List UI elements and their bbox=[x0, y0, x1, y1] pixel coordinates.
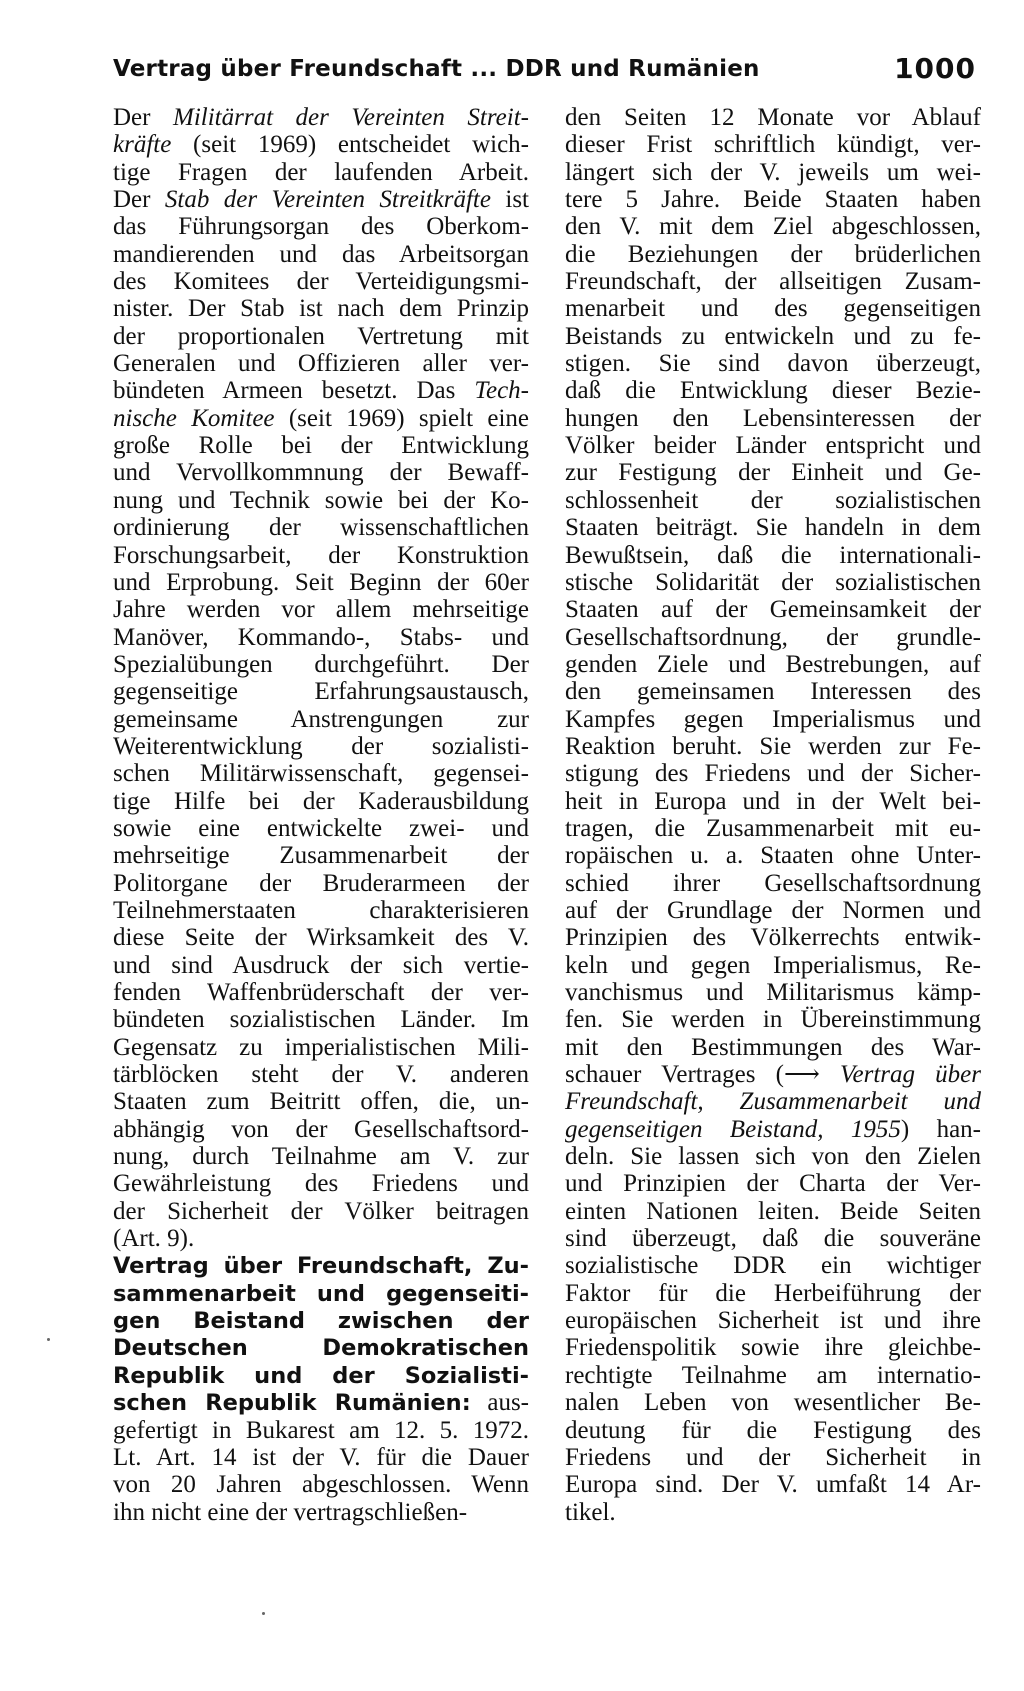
text-line bbox=[113, 1116, 529, 1143]
text-run: (Art. 9). bbox=[113, 1225, 195, 1253]
text-run: Prinzipien des Völkerrechts entwik- bbox=[565, 924, 981, 952]
text-line bbox=[565, 1198, 981, 1225]
text-run: bündeten Armeen besetzt. Das bbox=[113, 377, 475, 405]
text-line bbox=[113, 1225, 529, 1252]
entry-continuation-paragraph bbox=[565, 104, 981, 1526]
text-line bbox=[565, 651, 981, 678]
text-line bbox=[113, 1170, 529, 1197]
text-line bbox=[565, 733, 981, 760]
text-run: stigung des Friedens und der Sicher- bbox=[565, 760, 981, 788]
text-run: den V. mit dem Ziel abgeschlossen, bbox=[565, 213, 981, 241]
text-line bbox=[113, 487, 529, 514]
text-run: der proportionalen Vertretung mit bbox=[113, 322, 529, 350]
text-run: der Sicherheit der Völker beitragen bbox=[113, 1197, 529, 1225]
text-run: Tech- bbox=[474, 377, 529, 405]
text-line bbox=[565, 1362, 981, 1389]
text-line bbox=[113, 952, 529, 979]
text-line bbox=[565, 268, 981, 295]
text-run: und Vervollkommnung der Bewaff- bbox=[113, 459, 529, 487]
text-run: ropäischen u. a. Staaten ohne Unter- bbox=[565, 842, 981, 870]
text-run: und Prinzipien der Charta der Ver- bbox=[565, 1170, 981, 1198]
text-run: Reaktion beruht. Sie werden zur Fe- bbox=[565, 732, 981, 760]
text-line bbox=[113, 377, 529, 404]
text-run: Bewußtsein, daß die internationali- bbox=[565, 541, 981, 569]
continued-paragraph bbox=[113, 104, 529, 1252]
text-line bbox=[565, 323, 981, 350]
text-run: schen Republik Rumänien: bbox=[113, 1390, 471, 1417]
text-line bbox=[113, 1334, 529, 1361]
text-run: auf der Grundlage der Normen und bbox=[565, 896, 981, 924]
text-run: Vertrag über Freundschaft, Zu- bbox=[113, 1253, 529, 1280]
text-run: zur Festigung der Einheit und Ge- bbox=[565, 459, 981, 487]
text-run: ihn nicht eine der vertragschließen- bbox=[113, 1498, 468, 1526]
text-line bbox=[113, 405, 529, 432]
text-line bbox=[113, 1061, 529, 1088]
text-run: keln und gegen Imperialismus, Re- bbox=[565, 951, 981, 979]
text-line bbox=[113, 542, 529, 569]
text-run: aus- bbox=[470, 1389, 529, 1417]
text-line bbox=[113, 842, 529, 869]
text-run: Gegensatz zu imperialistischen Mili- bbox=[113, 1033, 529, 1061]
text-line bbox=[565, 870, 981, 897]
text-run: den Seiten 12 Monate vor Ablauf bbox=[565, 104, 981, 131]
text-run: und Erprobung. Seit Beginn der 60er bbox=[113, 568, 529, 596]
text-line bbox=[113, 815, 529, 842]
text-line bbox=[113, 1307, 529, 1334]
text-line bbox=[113, 104, 529, 131]
text-run: gegenseitigen Beistand, 1955 bbox=[565, 1115, 901, 1143]
text-line bbox=[565, 1034, 981, 1061]
text-run: nung und Technik sowie bei der Ko- bbox=[113, 486, 529, 514]
text-line bbox=[113, 678, 529, 705]
text-run: schlossenheit der sozialistischen bbox=[565, 486, 981, 514]
text-line bbox=[565, 1088, 981, 1115]
left-column bbox=[113, 104, 529, 1526]
text-line bbox=[113, 733, 529, 760]
text-line bbox=[565, 678, 981, 705]
text-line bbox=[565, 1444, 981, 1471]
text-line bbox=[113, 979, 529, 1006]
text-run: gen Beistand zwischen der bbox=[113, 1308, 529, 1335]
text-line bbox=[565, 788, 981, 815]
text-run: Forschungsarbeit, der Konstruktion bbox=[113, 541, 529, 569]
text-line bbox=[113, 569, 529, 596]
text-line bbox=[113, 186, 529, 213]
text-run: tige Fragen der laufenden Arbeit. bbox=[113, 158, 529, 186]
text-run: fenden Waffenbrüderschaft der ver- bbox=[113, 979, 529, 1006]
text-run: Staaten beiträgt. Sie handeln in dem bbox=[565, 514, 981, 542]
text-run: nalen Leben von wesentlicher Be- bbox=[565, 1389, 981, 1417]
text-run: mehrseitige Zusammenarbeit der bbox=[113, 842, 529, 870]
text-run: nische Komitee bbox=[113, 404, 275, 432]
text-run: längert sich der V. jeweils um wei- bbox=[565, 158, 981, 186]
text-run: ) han- bbox=[900, 1115, 981, 1143]
text-line bbox=[565, 897, 981, 924]
text-line bbox=[565, 459, 981, 486]
text-run: Friedenspolitik sowie ihre gleichbe- bbox=[565, 1334, 981, 1362]
text-line bbox=[565, 1006, 981, 1033]
text-run: Friedens und der Sicherheit in bbox=[565, 1443, 981, 1471]
text-line bbox=[113, 514, 529, 541]
text-run: Militärrat der Vereinten Streit- bbox=[173, 104, 529, 131]
text-run: Staaten auf der Gemeinsamkeit der bbox=[565, 596, 981, 624]
text-line bbox=[565, 569, 981, 596]
text-line bbox=[113, 1252, 529, 1279]
text-line bbox=[565, 815, 981, 842]
text-line bbox=[565, 706, 981, 733]
text-line bbox=[565, 760, 981, 787]
text-run: und sind Ausdruck der sich vertie- bbox=[113, 951, 529, 979]
text-run: Jahre werden vor allem mehrseitige bbox=[113, 596, 529, 624]
text-line bbox=[113, 459, 529, 486]
text-line bbox=[565, 1334, 981, 1361]
text-line bbox=[113, 870, 529, 897]
text-run: abhängig von der Gesellschaftsord- bbox=[113, 1115, 529, 1143]
text-line bbox=[565, 624, 981, 651]
text-line bbox=[113, 268, 529, 295]
text-line bbox=[113, 1444, 529, 1471]
text-line bbox=[113, 131, 529, 158]
text-run: Völker beider Länder entspricht und bbox=[565, 432, 981, 460]
text-line bbox=[565, 1170, 981, 1197]
text-run: heit in Europa und in der Welt bei- bbox=[565, 787, 981, 815]
text-run: gemeinsame Anstrengungen zur bbox=[113, 705, 529, 733]
text-line bbox=[565, 1307, 981, 1334]
print-speck bbox=[262, 1612, 265, 1615]
text-line bbox=[565, 186, 981, 213]
text-line bbox=[565, 405, 981, 432]
text-line bbox=[565, 487, 981, 514]
text-run: schied ihrer Gesellschaftsordnung bbox=[565, 869, 981, 897]
text-line bbox=[113, 432, 529, 459]
text-line bbox=[565, 295, 981, 322]
text-line bbox=[565, 1143, 981, 1170]
text-line bbox=[565, 432, 981, 459]
text-line bbox=[565, 241, 981, 268]
text-run: daß die Entwicklung dieser Bezie- bbox=[565, 377, 981, 405]
text-line bbox=[565, 1116, 981, 1143]
text-line bbox=[113, 1143, 529, 1170]
text-line bbox=[565, 104, 981, 131]
text-run: Staaten zum Beitritt offen, die, un- bbox=[113, 1088, 529, 1116]
text-run: von 20 Jahren abgeschlossen. Wenn bbox=[113, 1471, 529, 1499]
text-line bbox=[113, 350, 529, 377]
text-run: Faktor für die Herbeiführung der bbox=[565, 1279, 981, 1307]
text-line bbox=[113, 1362, 529, 1389]
text-run: gefertigt in Bukarest am 12. 5. 1972. bbox=[113, 1416, 529, 1444]
dictionary-entry bbox=[113, 1252, 529, 1525]
text-run: kräfte bbox=[113, 131, 172, 159]
text-line bbox=[113, 706, 529, 733]
text-line bbox=[113, 1088, 529, 1115]
text-run: sammenarbeit und gegenseiti- bbox=[113, 1280, 529, 1307]
text-run: Manöver, Kommando-, Stabs- und bbox=[113, 623, 529, 651]
text-line bbox=[565, 842, 981, 869]
text-run: mit den Bestimmungen des War- bbox=[565, 1033, 981, 1061]
text-line bbox=[565, 514, 981, 541]
text-run: Europa sind. Der V. umfaßt 14 Ar- bbox=[565, 1471, 981, 1499]
text-line bbox=[565, 213, 981, 240]
text-run: Gewährleistung des Friedens und bbox=[113, 1170, 529, 1198]
text-run: Generalen und Offizieren aller ver- bbox=[113, 350, 529, 378]
text-line bbox=[565, 979, 981, 1006]
text-run: das Führungsorgan des Oberkom- bbox=[113, 213, 529, 241]
text-run: gegenseitige Erfahrungsaustausch, bbox=[113, 678, 529, 706]
text-run: Spezialübungen durchgeführt. Der bbox=[113, 650, 529, 678]
print-speck bbox=[47, 1338, 50, 1341]
text-line bbox=[565, 1252, 981, 1279]
text-run: nister. Der Stab ist nach dem Prinzip bbox=[113, 295, 529, 323]
text-line bbox=[113, 159, 529, 186]
text-line bbox=[565, 350, 981, 377]
text-line bbox=[565, 1061, 981, 1088]
text-line bbox=[113, 624, 529, 651]
text-run: Politorgane der Bruderarmeen der bbox=[113, 869, 529, 897]
text-run: rechtigte Teilnahme am internatio- bbox=[565, 1361, 981, 1389]
text-run: stische Solidarität der sozialistischen bbox=[565, 568, 981, 596]
text-run: genden Ziele und Bestrebungen, auf bbox=[565, 650, 981, 678]
text-run: (seit 1969) entscheidet wich- bbox=[171, 131, 529, 159]
text-run: ist bbox=[490, 186, 530, 214]
text-run: bündeten sozialistischen Länder. Im bbox=[113, 1006, 529, 1034]
text-run: vanchismus und Militarismus kämp- bbox=[565, 979, 981, 1006]
text-run: europäischen Sicherheit ist und ihre bbox=[565, 1307, 981, 1335]
text-line bbox=[113, 241, 529, 268]
text-line bbox=[113, 651, 529, 678]
text-line bbox=[565, 1225, 981, 1252]
text-run: Der bbox=[113, 104, 174, 131]
text-run: tragen, die Zusammenarbeit mit eu- bbox=[565, 814, 981, 842]
text-run: fen. Sie werden in Übereinstimmung bbox=[565, 1006, 981, 1034]
text-line bbox=[113, 924, 529, 951]
text-run: Kampfes gegen Imperialismus und bbox=[565, 705, 981, 733]
text-line bbox=[113, 1471, 529, 1498]
text-run: sind überzeugt, daß die souveräne bbox=[565, 1225, 981, 1253]
text-line bbox=[113, 1499, 529, 1526]
text-run: (seit 1969) spielt eine bbox=[274, 404, 529, 432]
text-line bbox=[113, 1280, 529, 1307]
running-head bbox=[113, 50, 984, 90]
text-run: Freundschaft, Zusammenarbeit und bbox=[565, 1088, 981, 1116]
text-run: deutung für die Festigung des bbox=[565, 1416, 981, 1444]
text-line bbox=[565, 1471, 981, 1498]
text-run: Beistands zu entwickeln und zu fe- bbox=[565, 322, 981, 350]
text-run: schen Militärwissenschaft, gegensei- bbox=[113, 760, 529, 788]
text-run: Deutschen Demokratischen bbox=[113, 1335, 529, 1362]
text-line bbox=[565, 1417, 981, 1444]
text-line bbox=[113, 1417, 529, 1444]
text-line bbox=[113, 760, 529, 787]
text-line bbox=[565, 1389, 981, 1416]
text-run: mandierenden und das Arbeitsorgan bbox=[113, 240, 529, 268]
text-run: den gemeinsamen Interessen des bbox=[565, 678, 981, 706]
text-line bbox=[113, 323, 529, 350]
text-line bbox=[113, 788, 529, 815]
text-run: hungen den Lebensinteressen der bbox=[565, 404, 981, 432]
right-column bbox=[565, 104, 981, 1526]
text-run: die Beziehungen der brüderlichen bbox=[565, 240, 981, 268]
text-line bbox=[565, 952, 981, 979]
text-run: stigen. Sie sind davon überzeugt, bbox=[565, 350, 981, 378]
text-run: große Rolle bei der Entwicklung bbox=[113, 432, 529, 460]
text-line bbox=[565, 596, 981, 623]
text-run: sowie eine entwickelte zwei- und bbox=[113, 814, 529, 842]
text-line bbox=[565, 542, 981, 569]
page-number: 1000 bbox=[894, 52, 976, 85]
text-line bbox=[113, 1389, 529, 1416]
text-run: tikel. bbox=[565, 1498, 616, 1526]
text-run: des Komitees der Verteidigungsmi- bbox=[113, 268, 529, 296]
text-run: Teilnehmerstaaten charakterisieren bbox=[113, 896, 529, 924]
text-run: sozialistische DDR ein wichtiger bbox=[565, 1252, 981, 1280]
text-run: Der bbox=[113, 186, 165, 214]
text-run: einten Nationen leiten. Beide Seiten bbox=[565, 1197, 981, 1225]
text-run: nung, durch Teilnahme am V. zur bbox=[113, 1143, 529, 1171]
text-run: Lt. Art. 14 ist der V. für die Dauer bbox=[113, 1443, 529, 1471]
text-run: Freundschaft, der allseitigen Zusam- bbox=[565, 268, 981, 296]
text-run: schauer Vertrages (⟶ bbox=[565, 1061, 840, 1089]
text-line bbox=[113, 897, 529, 924]
text-line bbox=[113, 1198, 529, 1225]
text-run: tere 5 Jahre. Beide Staaten haben bbox=[565, 186, 981, 214]
text-run: dieser Frist schriftlich kündigt, ver- bbox=[565, 131, 981, 159]
text-run: Stab der Vereinten Streitkräfte bbox=[164, 186, 491, 214]
text-line bbox=[565, 159, 981, 186]
text-line bbox=[113, 295, 529, 322]
text-run: diese Seite der Wirksamkeit des V. bbox=[113, 924, 529, 952]
text-run: tige Hilfe bei der Kaderausbildung bbox=[113, 787, 529, 815]
text-line bbox=[113, 1034, 529, 1061]
text-line bbox=[113, 1006, 529, 1033]
text-run: Vertrag über bbox=[840, 1061, 982, 1089]
text-line bbox=[113, 596, 529, 623]
text-run: ordinierung der wissenschaftlichen bbox=[113, 514, 529, 542]
text-line bbox=[565, 1499, 981, 1526]
text-line bbox=[565, 131, 981, 158]
text-line bbox=[565, 1280, 981, 1307]
text-run: deln. Sie lassen sich von den Zielen bbox=[565, 1143, 981, 1171]
text-run: Weiterentwicklung der sozialisti- bbox=[113, 732, 529, 760]
text-line bbox=[565, 377, 981, 404]
text-line bbox=[565, 924, 981, 951]
text-run: Republik und der Sozialisti- bbox=[113, 1362, 529, 1389]
text-run: tärblöcken steht der V. anderen bbox=[113, 1061, 529, 1089]
text-run: menarbeit und des gegenseitigen bbox=[565, 295, 981, 323]
text-line bbox=[113, 213, 529, 240]
running-title: Vertrag über Freundschaft ... DDR und Rumänien bbox=[113, 56, 760, 82]
text-run: Gesellschaftsordnung, der grundle- bbox=[565, 623, 981, 651]
